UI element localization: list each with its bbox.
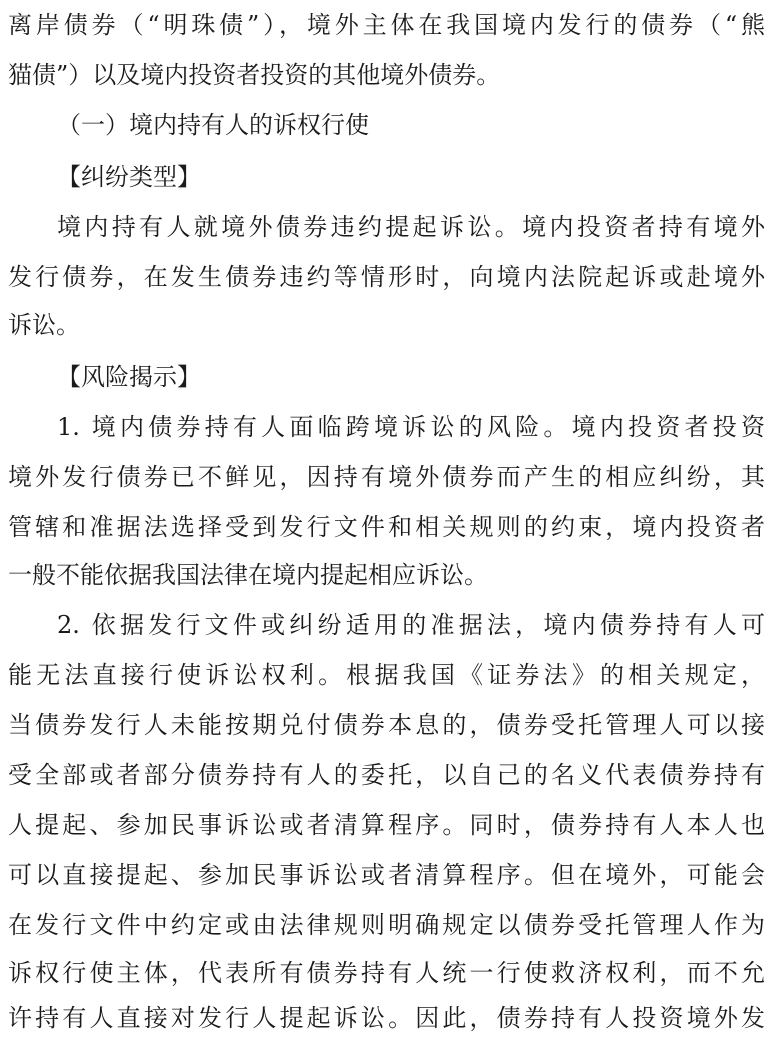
text-line-20: 诉权行使主体，代表所有债券持有人统一行使救济权利，而不允 xyxy=(8,959,765,987)
text-line-21: 许持有人直接对发行人提起诉讼。因此，债券持有人投资境外发 xyxy=(8,1004,765,1032)
subheading-dispute-type: 【纠纷类型】 xyxy=(57,163,201,191)
text-line-15: 当债券发行人未能按期兑付债券本息的，债券受托管理人可以接 xyxy=(8,711,765,739)
text-line-18: 可以直接提起、参加民事诉讼或者清算程序。但在境外，可能会 xyxy=(8,861,765,889)
text-line-17: 人提起、参加民事诉讼或者清算程序。同时，债券持有人本人也 xyxy=(8,811,765,839)
text-line-6: 发行债券，在发生债券违约等情形时，向境内法院起诉或赴境外 xyxy=(8,263,765,291)
text-line-16: 受全部或者部分债券持有人的委托，以自己的名义代表债券持有 xyxy=(8,761,765,789)
text-line-7: 诉讼。 xyxy=(8,311,80,339)
text-line-5: 境内持有人就境外债券违约提起诉讼。境内投资者持有境外 xyxy=(57,213,765,241)
text-line-10: 境外发行债券已不鲜见，因持有境外债券而产生的相应纠纷，其 xyxy=(8,463,765,491)
section-heading: （一）境内持有人的诉权行使 xyxy=(57,111,369,139)
text-line-13: 2. 依据发行文件或纠纷适用的准据法，境内债券持有人可 xyxy=(57,611,765,639)
text-line-9: 1. 境内债券持有人面临跨境诉讼的风险。境内投资者投资 xyxy=(57,413,765,441)
text-line-2: 猫债”）以及境内投资者投资的其他境外债券。 xyxy=(8,61,501,89)
text-line-1: 离岸债券（“明珠债”），境外主体在我国境内发行的债券（“熊 xyxy=(8,11,765,39)
text-line-11: 管辖和准据法选择受到发行文件和相关规则的约束，境内投资者 xyxy=(8,513,765,541)
text-line-12: 一般不能依据我国法律在境内提起相应诉讼。 xyxy=(8,561,488,589)
subheading-risk-disclosure: 【风险揭示】 xyxy=(57,363,201,391)
text-line-14: 能无法直接行使诉讼权利。根据我国《证券法》的相关规定， xyxy=(8,661,765,689)
text-line-19: 在发行文件中约定或由法律规则明确规定以债券受托管理人作为 xyxy=(8,911,765,939)
